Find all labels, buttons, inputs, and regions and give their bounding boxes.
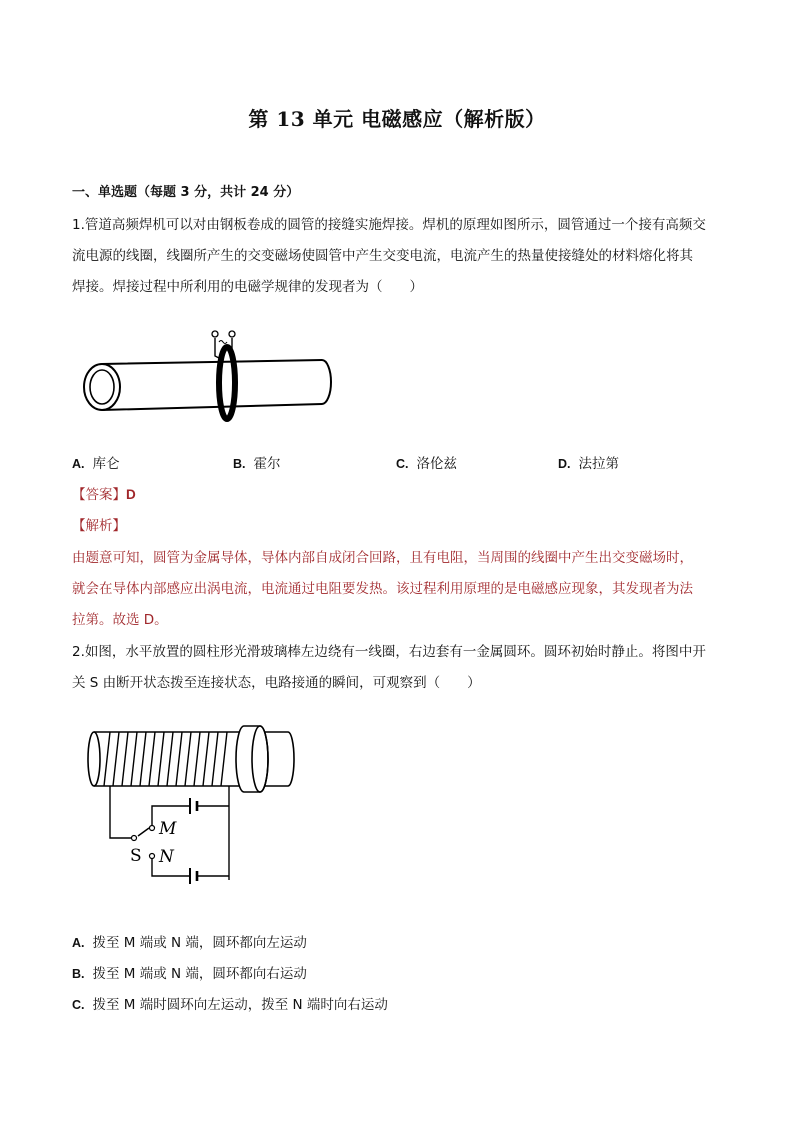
q1-text-line: 焊接。焊接过程中所利用的电磁学规律的发现者为（ ） bbox=[72, 279, 423, 295]
q1-option-b[interactable]: B. 霍尔 bbox=[233, 456, 281, 472]
page-title: 第 13 单元 电磁感应（解析版） bbox=[248, 107, 546, 131]
q1-option-a[interactable]: A. 库仑 bbox=[72, 456, 120, 472]
q1-welding-figure bbox=[76, 322, 338, 426]
coil-wire bbox=[215, 338, 219, 358]
q1-option-d[interactable]: D. 法拉第 bbox=[558, 456, 619, 472]
q1-text-line: 1.管道高频焊机可以对由钢板卷成的圆管的接缝实施焊接。焊机的原理如图所示，圆管通过一个接有高频交 bbox=[72, 217, 706, 233]
q1-option-c[interactable]: C. 洛伦兹 bbox=[396, 456, 457, 472]
q1-analysis-label: 【解析】 bbox=[72, 518, 126, 534]
answer-value: D bbox=[126, 487, 136, 502]
q1-analysis-line: 由题意可知，圆管为金属导体，导体内部自成闭合回路，且有电阻，当周围的线圈中产生出交变磁场时， bbox=[72, 550, 693, 566]
q2-circuit-figure bbox=[86, 722, 302, 892]
coil-ring bbox=[219, 347, 235, 419]
q2-text-line: 2.如图，水平放置的圆柱形光滑玻璃棒左边绕有一线圈，右边套有一金属圆环。圆环初始时静止。将图中开 bbox=[72, 644, 706, 660]
coil-turns bbox=[104, 732, 227, 786]
terminal bbox=[212, 331, 218, 337]
battery-icon bbox=[190, 798, 197, 884]
terminal bbox=[229, 331, 235, 337]
q2-text-line: 关 S 由断开状态拨至连接状态，电路接通的瞬间，可观察到（ ） bbox=[72, 675, 481, 691]
label-n: N bbox=[159, 847, 174, 867]
rod-end bbox=[88, 732, 100, 786]
q1-text-line: 流电源的线圈，线圈所产生的交变磁场使圆管中产生交变电流，电流产生的热量使接缝处的材料熔化将其 bbox=[72, 248, 693, 264]
switch-pivot bbox=[132, 836, 137, 841]
q1-answer: 【答案】D bbox=[72, 487, 136, 503]
q2-option-a[interactable]: A. 拨至 M 端或 N 端，圆环都向左运动 bbox=[72, 935, 307, 951]
label-m: M bbox=[159, 819, 177, 839]
contact-m bbox=[150, 826, 155, 831]
ac-symbol bbox=[219, 341, 227, 344]
q2-option-c[interactable]: C. 拨至 M 端时圆环向左运动，拨至 N 端时向右运动 bbox=[72, 997, 388, 1013]
q1-analysis-line: 就会在导体内部感应出涡电流，电流通过电阻要发热。该过程利用原理的是电磁感应现象，其发现者为法 bbox=[72, 581, 693, 597]
q1-analysis-line: 拉第。故选 D。 bbox=[72, 612, 168, 628]
label-s: S bbox=[130, 846, 142, 866]
contact-n bbox=[150, 854, 155, 859]
section-heading: 一、单选题（每题 3 分，共计 24 分） bbox=[72, 185, 300, 200]
q2-option-b[interactable]: B. 拨至 M 端或 N 端，圆环都向右运动 bbox=[72, 966, 307, 982]
